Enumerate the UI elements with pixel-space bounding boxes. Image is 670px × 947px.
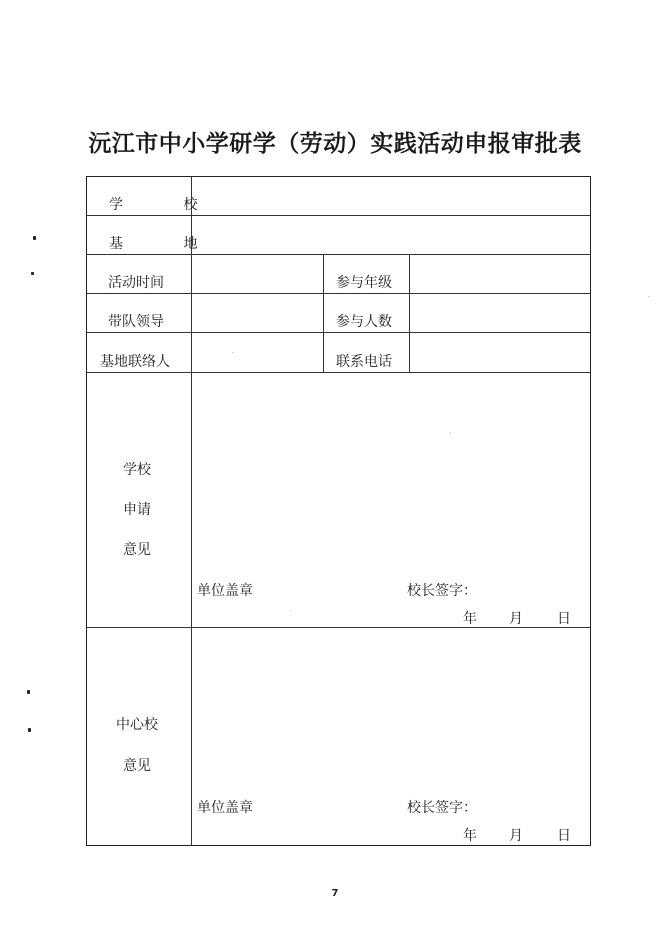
row-divider-1 [87, 215, 590, 216]
label-column-divider [191, 177, 192, 845]
center-opinion-label-1: 中心校 [116, 717, 158, 733]
base-contact-label: 基地联络人 [100, 354, 170, 370]
school-date-day: 日 [557, 611, 571, 627]
grade-label: 参与年级 [336, 275, 392, 291]
school-signature-label: 校长签字： [407, 583, 477, 599]
binder-mark-2 [31, 272, 34, 275]
school-label: 学 校 [109, 197, 226, 213]
binder-mark-1 [33, 236, 36, 240]
school-date-year: 年 [463, 611, 477, 627]
scan-speck [648, 296, 649, 297]
binder-mark-3 [27, 690, 30, 694]
phone-label: 联系电话 [336, 354, 392, 370]
center-opinion-label-2: 意见 [123, 758, 151, 774]
school-opinion-label-1: 学校 [123, 462, 151, 478]
scan-speck [290, 610, 291, 611]
mid-column-divider-right [409, 254, 410, 372]
row-divider-3 [87, 293, 590, 294]
base-label: 基 地 [109, 236, 226, 252]
binder-mark-4 [28, 728, 31, 732]
participants-label: 参与人数 [336, 314, 392, 330]
mid-column-divider-left [323, 254, 324, 372]
school-date-month: 月 [509, 611, 523, 627]
row-divider-5 [87, 372, 590, 373]
row-divider-4 [87, 332, 590, 333]
activity-time-label: 活动时间 [108, 275, 164, 291]
center-date-year: 年 [463, 828, 477, 844]
center-date-day: 日 [557, 828, 571, 844]
school-opinion-label-2: 申请 [123, 502, 151, 518]
school-opinion-label-3: 意见 [123, 542, 151, 558]
page-number: 7 [331, 888, 339, 899]
row-divider-2 [87, 254, 590, 255]
center-seal-label: 单位盖章 [197, 800, 253, 816]
leader-label: 带队领导 [108, 314, 164, 330]
school-seal-label: 单位盖章 [197, 583, 253, 599]
form-title: 沅江市中小学研学（劳动）实践活动申报审批表 [88, 130, 582, 157]
scan-speck [232, 352, 233, 353]
center-signature-label: 校长签字： [407, 800, 477, 816]
scan-speck [450, 432, 451, 433]
approval-table [86, 176, 591, 846]
center-date-month: 月 [509, 828, 523, 844]
